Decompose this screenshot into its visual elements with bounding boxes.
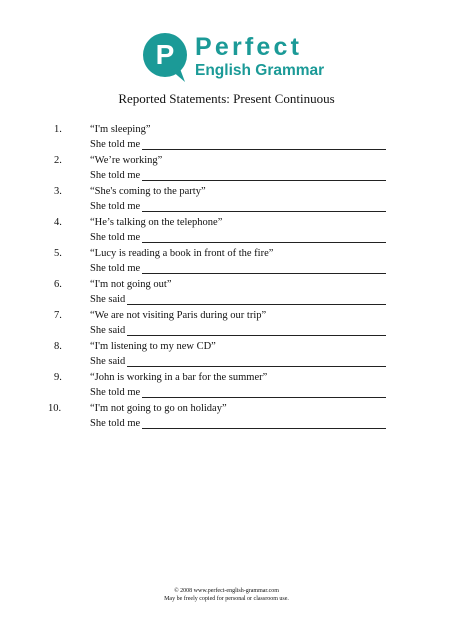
footer-note: May be freely copied for personal or classroom use. [164, 596, 289, 602]
brand-name-line1: Perfect [195, 33, 303, 61]
answer-blank[interactable] [127, 325, 386, 336]
exercise-quote: “John is working in a bar for the summer” [90, 372, 268, 383]
exercise-item [0, 152, 453, 183]
answer-line [90, 386, 386, 400]
exercise-quote: “She's coming to the party” [90, 186, 206, 197]
answer-line [90, 355, 386, 369]
exercise-number: 4. [54, 217, 62, 228]
exercise-number: 3. [54, 186, 62, 197]
exercise-number: 1. [54, 124, 62, 135]
exercise-item [0, 307, 453, 338]
answer-prompt: She said [90, 325, 126, 336]
answer-line [90, 231, 386, 245]
logo-letter: P [155, 39, 175, 70]
exercise-item [0, 121, 453, 152]
page-footer [0, 587, 453, 603]
answer-line [90, 293, 386, 307]
exercise-item [0, 245, 453, 276]
answer-prompt: She told me [90, 418, 141, 429]
answer-blank[interactable] [127, 356, 386, 367]
page-title: Reported Statements: Present Continuous [118, 91, 335, 106]
answer-blank[interactable] [127, 294, 386, 305]
answer-line [90, 324, 386, 338]
answer-blank[interactable] [142, 170, 386, 181]
answer-blank[interactable] [142, 139, 386, 150]
exercise-number: 5. [54, 248, 62, 259]
exercise-item [0, 276, 453, 307]
exercise-quote: “He’s talking on the telephone” [90, 217, 223, 228]
exercise-number: 10. [48, 403, 62, 414]
answer-blank[interactable] [142, 387, 386, 398]
exercise-item [0, 338, 453, 369]
exercise-number: 9. [54, 372, 62, 383]
footer-copyright: © 2008 www.perfect-english-grammar.com [174, 588, 279, 594]
exercise-quote: “We’re working” [90, 155, 163, 166]
exercise-quote: “We are not visiting Paris during our trip” [90, 310, 267, 321]
exercise-quote: “I'm sleeping” [90, 124, 151, 135]
exercise-number: 8. [54, 341, 62, 352]
exercise-number: 6. [54, 279, 62, 290]
answer-line [90, 138, 386, 152]
exercise-list [0, 121, 453, 431]
exercise-quote: “I'm not going out” [90, 279, 172, 290]
answer-line [90, 262, 386, 276]
answer-blank[interactable] [142, 201, 386, 212]
brand-logo [141, 32, 325, 84]
exercise-number: 2. [54, 155, 62, 166]
exercise-quote: “Lucy is reading a book in front of the fire” [90, 248, 274, 259]
speech-bubble-p-icon [141, 32, 191, 84]
answer-blank[interactable] [142, 418, 386, 429]
exercise-number: 7. [54, 310, 62, 321]
brand-name-line2: English Grammar [195, 62, 325, 79]
answer-prompt: She told me [90, 263, 141, 274]
answer-prompt: She told me [90, 232, 141, 243]
answer-line [90, 417, 386, 431]
exercise-item [0, 400, 453, 431]
exercise-item [0, 214, 453, 245]
exercise-quote: “I'm not going to go on holiday” [90, 403, 227, 414]
answer-prompt: She told me [90, 170, 141, 181]
answer-blank[interactable] [142, 263, 386, 274]
answer-prompt: She told me [90, 201, 141, 212]
answer-prompt: She said [90, 356, 126, 367]
answer-prompt: She said [90, 294, 126, 305]
exercise-quote: “I'm listening to my new CD” [90, 341, 216, 352]
exercise-item [0, 369, 453, 400]
answer-line [90, 200, 386, 214]
answer-line [90, 169, 386, 183]
exercise-item [0, 183, 453, 214]
answer-blank[interactable] [142, 232, 386, 243]
answer-prompt: She told me [90, 139, 141, 150]
answer-prompt: She told me [90, 387, 141, 398]
